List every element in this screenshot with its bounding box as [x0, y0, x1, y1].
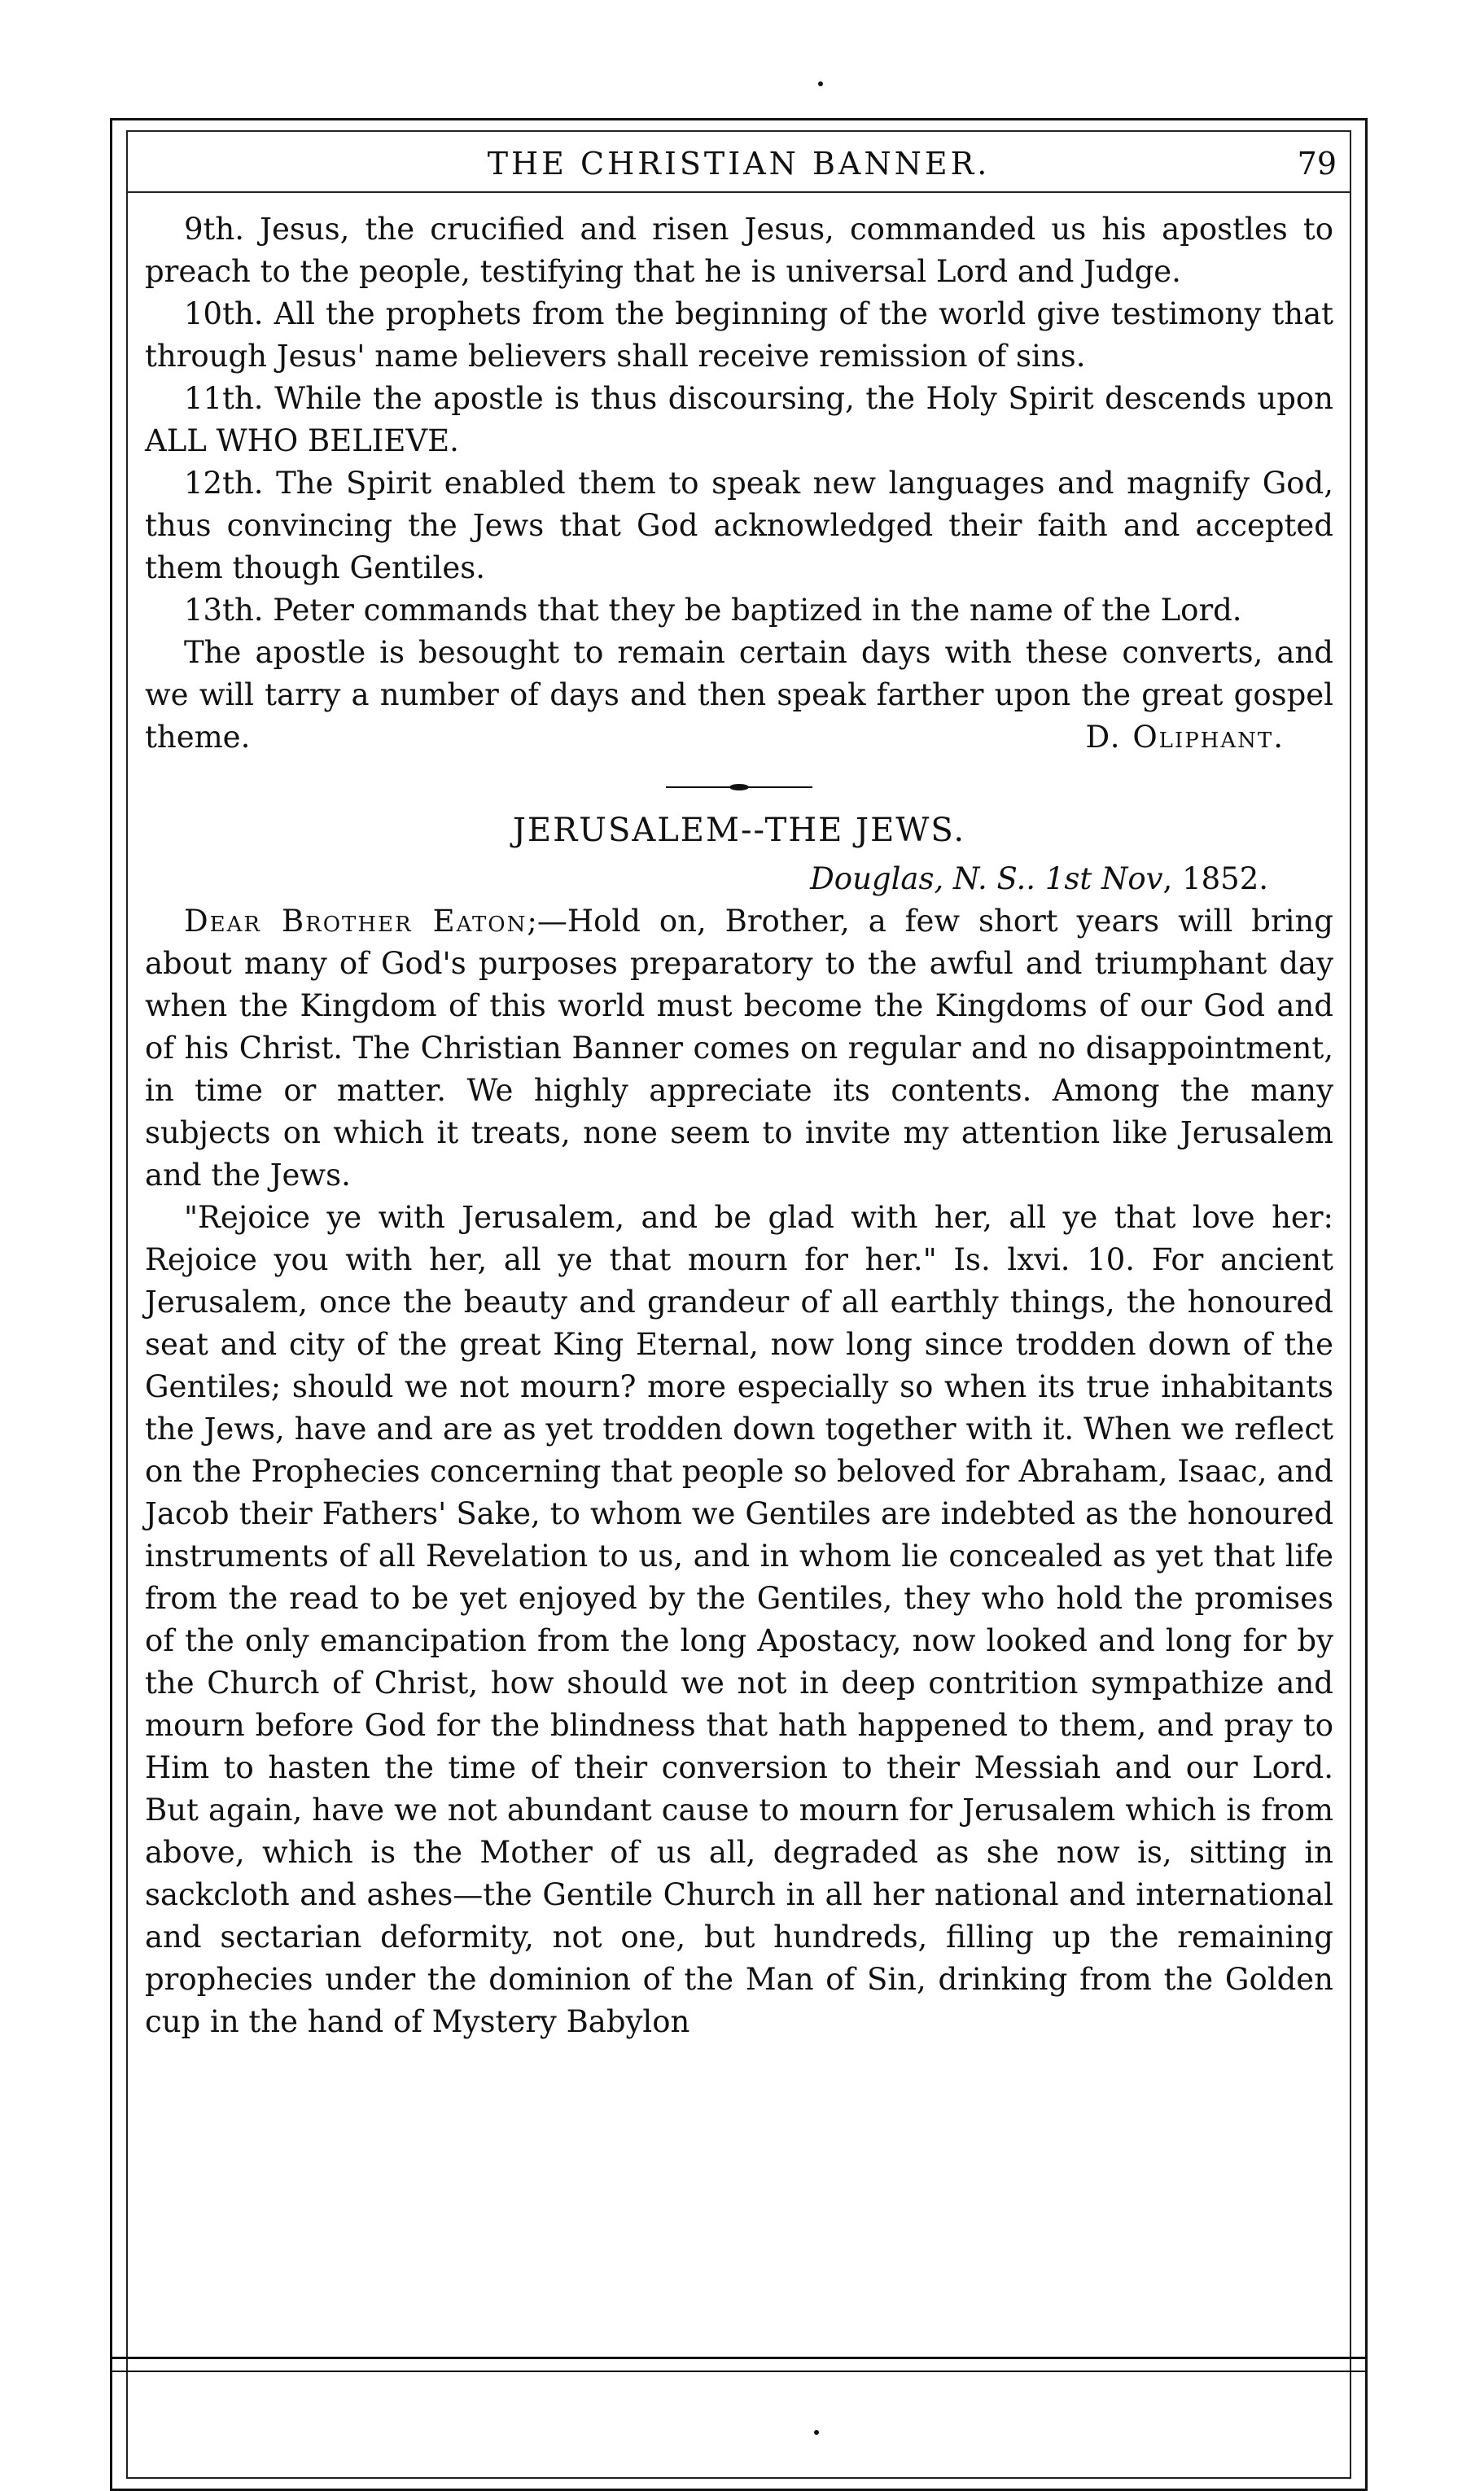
paragraph-13th: 13th. Peter commands that they be baptized in the name of the Lord.: [184, 593, 1242, 628]
paragraph-10th: 10th. All the prophets from the beginning of the world give testimony that through Jesus' name believers shall receive remission of sins.: [145, 296, 1333, 374]
paragraph-closing: [145, 632, 1333, 759]
footer-rule: [110, 2357, 1368, 2359]
dateline: [145, 858, 1333, 900]
footer-rule-double: [110, 2371, 1368, 2372]
section-divider: [666, 786, 812, 788]
print-speck: [818, 81, 823, 86]
letter-paragraph-1-text: ;—Hold on, Brother, a few short years will bring about many of God's purposes preparatory to the awful and triumphant day when the Kingdom of this world must become the Kingdoms of our God and of his Christ. The Christian Banner comes on regular and no disappointment, in time or matter. We highly appreciate its contents. Among the many subjects on which it treats, none seem to invite my attention like Jerusalem and the Jews.: [145, 904, 1333, 1193]
paragraph-9th: 9th. Jesus, the crucified and risen Jesus, commanded us his apostles to preach to the people, testifying that he is universal Lord and Judge.: [145, 212, 1333, 289]
closing-text: The apostle is besought to remain certain days with these converts, and we will tarry a number of days and then speak farther upon the great gospel theme.: [145, 635, 1333, 755]
running-head: [126, 142, 1351, 185]
header-rule: [126, 191, 1351, 193]
signature: D. Oliphant.: [1085, 720, 1285, 755]
paragraph-11th: 11th. While the apostle is thus discoursing, the Holy Spirit descends upon ALL WHO BELIEVE.: [145, 381, 1333, 458]
paragraph-12th: 12th. The Spirit enabled them to speak new languages and magnify God, thus convincing the Jews that God acknowledged their faith and accepted them though Gentiles.: [145, 466, 1333, 585]
text-column: [145, 208, 1333, 2043]
letter-paragraph-2: "Rejoice ye with Jerusalem, and be glad with her, all ye that love her: Rejoice you with her, all ye that mourn for her." Is. lxvi. 10. For ancient Jerusalem, once the beauty and grandeur of all earthly things, the honoured seat and city of the great King Eternal, now long since trodden down of the Gentiles; should we not mourn? more especially so when its true inhabitants the Jews, have and are as yet trodden down together with it. When we reflect on the Prophecies concerning that people so beloved for Abraham, Isaac, and Jacob their Fathers' Sake, to whom we Gentiles are indebted as the honoured instruments of all Revelation to us, and in whom lie concealed as yet that life from the read to be yet enjoyed by the Gentiles, they who hold the promises of the only emancipation from the long Apostacy, now looked and long for by the Church of Christ, how should we not in deep contrition sympathize and mourn before God for the blindness that hath happened to them, and pray to Him to hasten the time of their conversion to their Messiah and our Lord. But again, have we not abundant cause to mourn for Jerusalem which is from above, which is the Mother of us all, degraded as she now is, sitting in sackcloth and ashes—the Gentile Church in all her national and international and sectarian deformity, not one, but hundreds, filling up the remaining prophecies under the dominion of the Man of Sin, drinking from the Golden cup in the hand of Mystery Babylon: [145, 1200, 1333, 2039]
letter-paragraph-1: [145, 900, 1333, 1197]
running-title: THE CHRISTIAN BANNER.: [487, 146, 991, 182]
dateline-year: , 1852.: [1162, 861, 1268, 896]
print-speck: [814, 2430, 819, 2435]
salutation: Dear Brother Eaton: [184, 904, 527, 939]
article-title: JERUSALEM--THE JEWS.: [512, 812, 966, 849]
dateline-place: Douglas, N. S.. 1st Nov: [810, 861, 1163, 896]
page-number: 79: [1297, 146, 1337, 182]
